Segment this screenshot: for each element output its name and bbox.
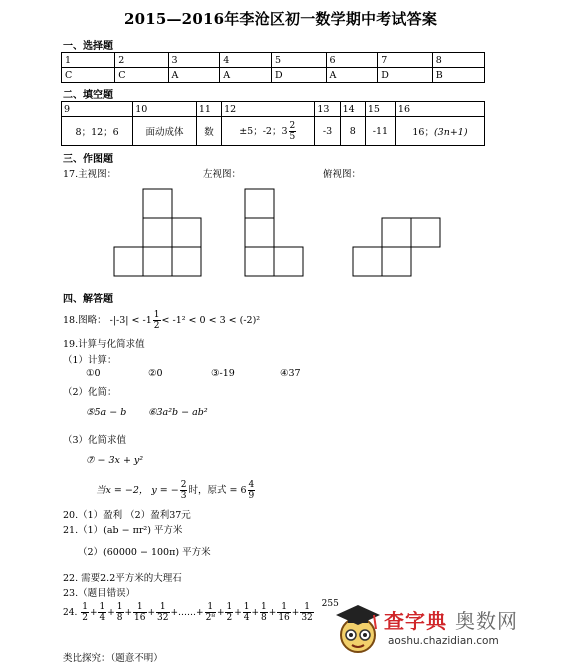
fill-number: 10 <box>133 102 197 117</box>
fraction-numerator: 1 <box>133 602 146 613</box>
fraction-numerator: 1 <box>116 602 123 612</box>
choice-answer: C <box>115 68 168 83</box>
front-view-label: 17.主视图： <box>63 169 117 180</box>
q19-part1-answer-1: ①0 <box>86 368 101 379</box>
fraction-denominator: 2 <box>82 613 88 623</box>
q24-label: 24. <box>63 608 78 618</box>
choice-answer: B <box>432 68 484 83</box>
fraction <box>225 602 233 623</box>
front-view-diagram <box>110 187 204 279</box>
q19-part3-heading: （3）化简求值 <box>63 435 127 446</box>
fraction-numerator: 1 <box>226 602 233 612</box>
page-title: 2015—2016年李沧区初一数学期中考试答案 <box>123 10 438 28</box>
q18-label: 18.图略： <box>63 315 107 326</box>
fill-number: 13 <box>315 102 340 117</box>
fill-answer: 面动成体 <box>133 117 197 146</box>
fill-number: 12 <box>222 102 315 117</box>
choice-number: 8 <box>432 53 484 68</box>
q20-answer: 20.（1）盈利 （2）盈利37元 <box>63 510 191 521</box>
fraction-denominator: 4 <box>99 613 106 623</box>
fill-number-row <box>62 102 485 117</box>
fill-number: 11 <box>196 102 221 117</box>
fill-answer-16 <box>395 117 484 146</box>
fill-answer-row <box>62 117 485 146</box>
fraction <box>133 602 146 623</box>
fraction-numerator: 1 <box>277 602 290 613</box>
fraction-numerator: 1 <box>99 602 106 612</box>
fill-answer-expression: (3n+1) <box>433 127 468 138</box>
q22-answer: 22. 需要2.2平方米的大理石 <box>63 573 182 584</box>
fraction-denominator: 32 <box>301 613 313 623</box>
section-fill-heading: 二、填空题 <box>63 90 113 101</box>
fraction <box>277 602 290 623</box>
choice-answer-row <box>62 68 485 83</box>
fraction <box>243 602 251 623</box>
graduate-mascot-icon <box>334 601 382 657</box>
fill-number: 15 <box>365 102 395 117</box>
fraction <box>289 121 297 142</box>
q24-dots: +……+ <box>170 608 204 618</box>
fraction-denominator: 8 <box>261 613 267 623</box>
fraction-denominator: 16 <box>278 613 290 623</box>
q24-line <box>63 599 339 623</box>
q19-part3-condition <box>96 480 256 501</box>
brand-text <box>384 605 518 634</box>
fraction-denominator: 32 <box>157 613 169 623</box>
section-choice-heading: 一、选择题 <box>63 41 113 52</box>
fraction <box>153 310 161 331</box>
plus-sign: + <box>234 608 242 618</box>
left-view-label: 左视图： <box>203 169 242 180</box>
fraction-numerator: 1 <box>82 602 88 612</box>
fill-answer-12 <box>222 117 315 146</box>
q19-part3-answer-7: ⑦ − 3x + y² <box>86 455 144 466</box>
choice-number: 7 <box>378 53 433 68</box>
fraction-numerator: 2 <box>289 120 296 131</box>
fill-number: 9 <box>62 102 133 117</box>
fraction <box>300 602 313 623</box>
site-watermark <box>334 601 554 661</box>
site-url: aoshu.chazidian.com <box>388 635 499 647</box>
fill-answer-table <box>61 101 485 146</box>
left-view-diagram <box>242 187 308 279</box>
brand-main: 查字典 <box>384 609 447 633</box>
top-view-label: 俯视图： <box>323 169 362 180</box>
fill-answer: -11 <box>365 117 395 146</box>
fill-answer: 8；12；6 <box>62 117 133 146</box>
fraction-numerator: 1 <box>243 602 250 612</box>
plus-sign: + <box>147 608 156 618</box>
q19-part1-answer-2: ②0 <box>148 368 163 379</box>
q19-part2-heading: （2）化简： <box>63 387 117 398</box>
fill-answer: -3 <box>315 117 340 146</box>
plus-sign: + <box>107 608 115 618</box>
fill-answer: 数 <box>196 117 221 146</box>
q19-part2-answer-5: ⑤5a − b <box>86 407 127 418</box>
choice-answer: A <box>168 68 220 83</box>
choice-number-row <box>62 53 485 68</box>
q18-tail: < -1² < 0 < 3 < (-2)² <box>161 315 261 326</box>
fraction-denominator: 2 <box>226 613 233 623</box>
q19-cond-a: 当x = −2， y = − <box>96 485 179 496</box>
fill-answer: 16； <box>412 127 434 138</box>
fraction-numerator: 1 <box>153 310 160 320</box>
choice-answer: A <box>326 68 378 83</box>
q18-line <box>63 310 260 331</box>
choice-number: 2 <box>115 53 168 68</box>
choice-number: 1 <box>62 53 115 68</box>
q19-part1-answer-3: ③-19 <box>211 368 235 379</box>
q24-fraction-series-a <box>80 602 170 623</box>
q24-fraction-series-b <box>204 602 315 623</box>
fraction-numerator: 1 <box>205 602 216 613</box>
fraction-numerator: 1 <box>156 602 169 613</box>
plus-sign: + <box>124 608 133 618</box>
choice-answer: A <box>220 68 272 83</box>
q19-part1-answer-4: ④37 <box>280 368 301 379</box>
fraction-denominator: 9 <box>248 491 255 501</box>
fraction-denominator: 4 <box>243 613 250 623</box>
q21-part1-answer: 21.（1）(ab − πr²) 平方米 <box>63 525 183 536</box>
fill-answer: ±5；-2；3 <box>239 125 288 137</box>
plus-sign: + <box>268 608 277 618</box>
fraction <box>205 602 216 623</box>
fraction-denominator: 16 <box>134 613 146 623</box>
fraction <box>260 602 268 623</box>
fraction-numerator: 2 <box>180 480 187 490</box>
section-draw-heading: 三、作图题 <box>63 154 113 165</box>
choice-number: 4 <box>220 53 272 68</box>
q24-tail: 255 <box>321 599 339 609</box>
q21-part2-answer: （2）(60000 − 100π) 平方米 <box>78 547 211 558</box>
choice-answer-table <box>61 52 485 83</box>
fill-number: 14 <box>340 102 365 117</box>
top-view-diagram <box>351 217 445 279</box>
section-solve-heading: 四、解答题 <box>63 294 113 305</box>
fraction-denominator: 2⁸ <box>205 613 215 623</box>
fraction-numerator: 4 <box>248 480 255 490</box>
choice-answer: D <box>378 68 433 83</box>
choice-answer: D <box>271 68 326 83</box>
brand-sub: 奥数网 <box>454 609 518 633</box>
plus-sign: + <box>291 608 300 618</box>
q23-answer: 23.（题目错误） <box>63 588 136 599</box>
fraction-numerator: 1 <box>300 602 313 613</box>
fraction-denominator: 2 <box>153 321 160 331</box>
q18-expr: -|-3| < -1 <box>109 315 152 326</box>
choice-number: 5 <box>271 53 326 68</box>
fill-answer: 8 <box>340 117 365 146</box>
choice-number: 6 <box>326 53 378 68</box>
analogy-note: 类比探究：（题意不明） <box>63 653 163 664</box>
fraction <box>156 602 169 623</box>
fraction-denominator: 3 <box>180 491 187 501</box>
plus-sign: + <box>251 608 260 618</box>
fill-number: 16 <box>395 102 484 117</box>
q19-part2-answer-6: ⑥3a²b − ab² <box>148 407 208 418</box>
fraction <box>98 602 106 623</box>
q19-cond-b: 时，原式 = 6 <box>188 485 247 496</box>
fraction-denominator: 5 <box>289 131 296 142</box>
fraction <box>116 602 124 623</box>
fraction-numerator: 1 <box>261 602 267 612</box>
choice-answer: C <box>62 68 115 83</box>
fraction <box>180 480 188 501</box>
plus-sign: + <box>216 608 225 618</box>
fraction-denominator: 8 <box>116 613 123 623</box>
q19-heading: 19.计算与化简求值 <box>63 339 145 350</box>
choice-number: 3 <box>168 53 220 68</box>
fraction <box>81 602 89 623</box>
q19-part1-heading: （1）计算： <box>63 355 117 366</box>
fraction <box>248 480 256 501</box>
plus-sign: + <box>89 608 98 618</box>
